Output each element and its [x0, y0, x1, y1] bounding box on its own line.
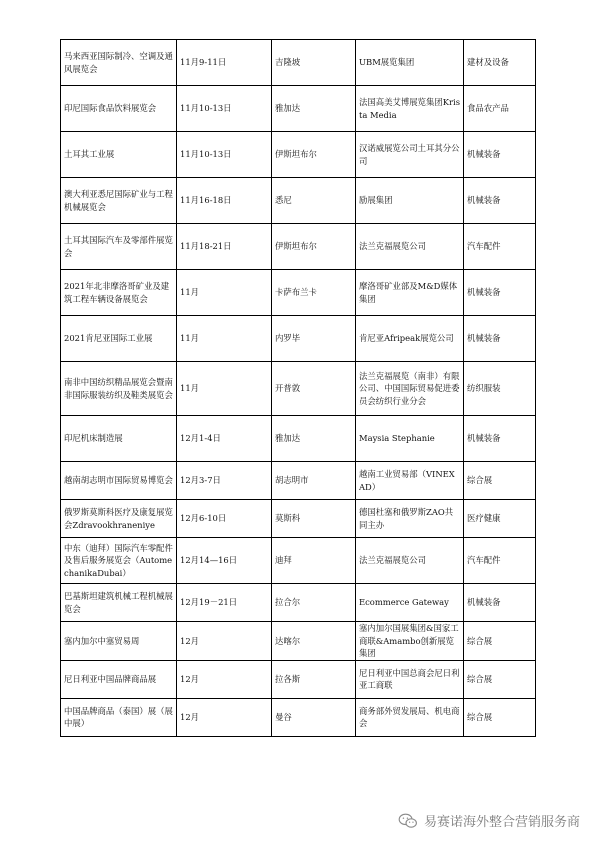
city-cell: 雅加达 — [272, 416, 356, 462]
city-cell: 拉各斯 — [272, 660, 356, 698]
date-cell: 12月3-7日 — [177, 462, 272, 500]
city-cell: 雅加达 — [272, 86, 356, 132]
date-cell: 11月 — [177, 362, 272, 416]
city-cell: 达喀尔 — [272, 622, 356, 661]
date-cell: 11月9-11日 — [177, 40, 272, 86]
table-row — [61, 462, 536, 500]
exhibition-name-cell: 俄罗斯莫斯科医疗及康复展览会Zdravookhraneniye — [61, 500, 177, 538]
exhibition-table — [60, 39, 536, 737]
exhibition-name-cell: 马来西亚国际制冷、空调及通风展览会 — [61, 40, 177, 86]
city-cell: 莫斯科 — [272, 500, 356, 538]
table-row — [61, 86, 536, 132]
organizer-cell: 法兰克福展览（南非）有限公司、中国国际贸易促进委员会纺织行业分会 — [356, 362, 464, 416]
organizer-cell: 肯尼亚Afripeak展览公司 — [356, 316, 464, 362]
city-cell: 悉尼 — [272, 178, 356, 224]
exhibition-name-cell: 巴基斯坦建筑机械工程机械展览会 — [61, 584, 177, 622]
table-row — [61, 132, 536, 178]
exhibition-table-body — [61, 40, 536, 737]
city-cell: 卡萨布兰卡 — [272, 270, 356, 316]
category-cell: 机械装备 — [464, 132, 536, 178]
category-cell: 机械装备 — [464, 584, 536, 622]
exhibition-name-cell: 2021年北非摩洛哥矿业及建筑工程车辆设备展览会 — [61, 270, 177, 316]
table-row — [61, 270, 536, 316]
organizer-cell: 法兰克福展览公司 — [356, 538, 464, 584]
table-row — [61, 538, 536, 584]
organizer-cell: 励展集团 — [356, 178, 464, 224]
organizer-cell: Ecommerce Gateway — [356, 584, 464, 622]
category-cell: 机械装备 — [464, 178, 536, 224]
date-cell: 11月 — [177, 270, 272, 316]
category-cell: 机械装备 — [464, 416, 536, 462]
organizer-cell: 越南工业贸易部（VINEXAD） — [356, 462, 464, 500]
category-cell: 综合展 — [464, 462, 536, 500]
table-row — [61, 622, 536, 661]
date-cell: 11月 — [177, 316, 272, 362]
table-row — [61, 178, 536, 224]
city-cell: 迪拜 — [272, 538, 356, 584]
date-cell: 12月6-10日 — [177, 500, 272, 538]
date-cell: 11月10-13日 — [177, 132, 272, 178]
table-row — [61, 416, 536, 462]
date-cell: 11月10-13日 — [177, 86, 272, 132]
exhibition-name-cell: 印尼国际食品饮料展览会 — [61, 86, 177, 132]
table-row — [61, 224, 536, 270]
date-cell: 11月18-21日 — [177, 224, 272, 270]
table-row — [61, 660, 536, 698]
date-cell: 12月19－21日 — [177, 584, 272, 622]
city-cell: 伊斯坦布尔 — [272, 132, 356, 178]
category-cell: 汽车配件 — [464, 538, 536, 584]
organizer-cell: 摩洛哥矿业部及M&D媒体集团 — [356, 270, 464, 316]
table-row — [61, 584, 536, 622]
date-cell: 12月 — [177, 698, 272, 736]
table-row — [61, 698, 536, 736]
city-cell: 拉合尔 — [272, 584, 356, 622]
exhibition-name-cell: 2021肯尼亚国际工业展 — [61, 316, 177, 362]
exhibition-name-cell: 越南胡志明市国际贸易博览会 — [61, 462, 177, 500]
category-cell: 机械装备 — [464, 270, 536, 316]
city-cell: 胡志明市 — [272, 462, 356, 500]
date-cell: 11月16-18日 — [177, 178, 272, 224]
exhibition-name-cell: 土耳其工业展 — [61, 132, 177, 178]
date-cell: 12月14—16日 — [177, 538, 272, 584]
city-cell: 开普敦 — [272, 362, 356, 416]
category-cell: 纺织服装 — [464, 362, 536, 416]
wechat-icon — [398, 813, 418, 829]
watermark — [398, 811, 580, 830]
date-cell: 12月1-4日 — [177, 416, 272, 462]
watermark-text: 易赛诺海外整合营销服务商 — [423, 815, 580, 830]
category-cell: 综合展 — [464, 622, 536, 661]
organizer-cell: 塞内加尔国展集团&国家工商联&Amambo创新展览集团 — [356, 622, 464, 661]
organizer-cell: 法兰克福展览公司 — [356, 224, 464, 270]
category-cell: 机械装备 — [464, 316, 536, 362]
exhibition-name-cell: 印尼机床制造展 — [61, 416, 177, 462]
table-row — [61, 500, 536, 538]
category-cell: 综合展 — [464, 660, 536, 698]
organizer-cell: 尼日利亚中国总商会尼日利亚工商联 — [356, 660, 464, 698]
exhibition-name-cell: 土耳其国际汽车及零部件展览会 — [61, 224, 177, 270]
exhibition-name-cell: 塞内加尔中塞贸易周 — [61, 622, 177, 661]
date-cell: 12月 — [177, 622, 272, 661]
category-cell: 汽车配件 — [464, 224, 536, 270]
city-cell: 曼谷 — [272, 698, 356, 736]
date-cell: 12月 — [177, 660, 272, 698]
organizer-cell: 商务部外贸发展局、机电商会 — [356, 698, 464, 736]
table-row — [61, 40, 536, 86]
exhibition-name-cell: 中东（迪拜）国际汽车零配件及售后服务展览会（AutomechanikaDubai） — [61, 538, 177, 584]
exhibition-name-cell: 澳大利亚悉尼国际矿业与工程机械展览会 — [61, 178, 177, 224]
organizer-cell: 德国杜塞和俄罗斯ZAO共同主办 — [356, 500, 464, 538]
organizer-cell: Maysia Stephanie — [356, 416, 464, 462]
city-cell: 内罗毕 — [272, 316, 356, 362]
table-row — [61, 362, 536, 416]
organizer-cell: 汉诺威展览公司土耳其分公司 — [356, 132, 464, 178]
exhibition-name-cell: 中国品牌商品（泰国）展（展中展） — [61, 698, 177, 736]
organizer-cell: UBM展览集团 — [356, 40, 464, 86]
city-cell: 伊斯坦布尔 — [272, 224, 356, 270]
organizer-cell: 法国高美艾博展览集团Krista Media — [356, 86, 464, 132]
table-row — [61, 316, 536, 362]
city-cell: 吉隆坡 — [272, 40, 356, 86]
category-cell: 医疗健康 — [464, 500, 536, 538]
category-cell: 综合展 — [464, 698, 536, 736]
exhibition-name-cell: 南非中国纺织精品展览会暨南非国际服装纺织及鞋类展览会 — [61, 362, 177, 416]
category-cell: 建材及设备 — [464, 40, 536, 86]
category-cell: 食品农产品 — [464, 86, 536, 132]
exhibition-name-cell: 尼日利亚中国品牌商品展 — [61, 660, 177, 698]
